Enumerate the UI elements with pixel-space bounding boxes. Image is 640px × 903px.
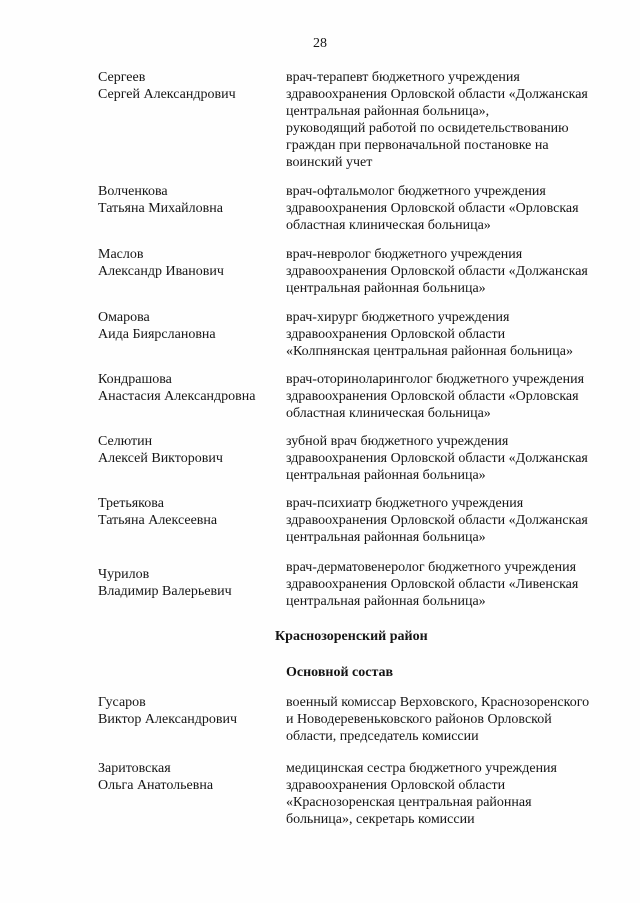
page-number: 28 — [313, 36, 327, 51]
member-name — [98, 371, 283, 405]
given-names: Алексей Викторович — [98, 451, 223, 466]
surname: Сергеев — [98, 70, 146, 85]
position-line: врач-невролог бюджетного учреждения — [286, 247, 523, 262]
member-name — [98, 566, 283, 600]
position-line: медицинская сестра бюджетного учреждения — [286, 761, 557, 776]
member-position — [286, 433, 626, 484]
position-line: руководящий работой по освидетельствованию — [286, 121, 569, 136]
member-position — [286, 309, 626, 360]
position-line: здравоохранения Орловской области «Орловская — [286, 201, 579, 216]
member-name — [98, 309, 283, 343]
surname: Омарова — [98, 310, 150, 325]
position-line: «Колпнянская центральная районная больница» — [286, 344, 573, 359]
position-line: области, председатель комиссии — [286, 729, 479, 744]
given-names: Виктор Александрович — [98, 712, 238, 727]
surname: Третьякова — [98, 496, 164, 511]
position-line: центральная районная больница» — [286, 594, 486, 609]
position-line: здравоохранения Орловской области «Должанская — [286, 87, 588, 102]
member-name — [98, 694, 283, 728]
member-position — [286, 371, 626, 422]
position-line: центральная районная больница» — [286, 530, 486, 545]
position-line: центральная районная больница» — [286, 281, 486, 296]
surname: Кондрашова — [98, 372, 172, 387]
position-line: здравоохранения Орловской области «Ливенская — [286, 577, 579, 592]
given-names: Анастасия Александровна — [98, 389, 256, 404]
member-name — [98, 433, 283, 467]
position-line: и Новодеревеньковского районов Орловской — [286, 712, 552, 727]
position-line: врач-хирург бюджетного учреждения — [286, 310, 510, 325]
given-names: Аида Биярслановна — [98, 327, 216, 342]
surname: Волченкова — [98, 184, 168, 199]
position-line: военный комиссар Верховского, Краснозоренского — [286, 695, 590, 710]
surname: Маслов — [98, 247, 144, 262]
surname: Заритовская — [98, 761, 171, 776]
given-names: Ольга Анатольевна — [98, 778, 214, 793]
surname: Гусаров — [98, 695, 146, 710]
position-line: граждан при первоначальной постановке на — [286, 138, 549, 153]
surname: Селютин — [98, 434, 153, 449]
position-line: врач-психиатр бюджетного учреждения — [286, 496, 524, 511]
position-line: врач-терапевт бюджетного учреждения — [286, 70, 520, 85]
member-name — [98, 495, 283, 529]
position-line: центральная районная больница» — [286, 468, 486, 483]
position-line: здравоохранения Орловской области «Должанская — [286, 264, 588, 279]
position-line: здравоохранения Орловской области «Орловская — [286, 389, 579, 404]
position-line: центральная районная больница», — [286, 104, 490, 119]
given-names: Владимир Валерьевич — [98, 584, 232, 599]
position-line: врач-дерматовенеролог бюджетного учреждения — [286, 560, 577, 575]
member-name — [98, 760, 283, 794]
composition-heading: Основной состав — [286, 665, 394, 680]
position-line: врач-оториноларинголог бюджетного учреждения — [286, 372, 585, 387]
member-position — [286, 69, 626, 171]
member-position — [286, 760, 626, 828]
member-position — [286, 183, 626, 234]
member-position — [286, 694, 626, 745]
member-position — [286, 495, 626, 546]
position-line: «Краснозоренская центральная районная — [286, 795, 532, 810]
given-names: Сергей Александрович — [98, 87, 236, 102]
member-name — [98, 183, 283, 217]
position-line: областная клиническая больница» — [286, 218, 491, 233]
given-names: Татьяна Михайловна — [98, 201, 223, 216]
position-line: зубной врач бюджетного учреждения — [286, 434, 509, 449]
district-heading: Краснозоренский район — [275, 629, 428, 644]
position-line: здравоохранения Орловской области «Должанская — [286, 451, 588, 466]
member-name — [98, 69, 283, 103]
member-position — [286, 246, 626, 297]
position-line: воинский учет — [286, 155, 373, 170]
position-line: здравоохранения Орловской области «Должанская — [286, 513, 588, 528]
member-name — [98, 246, 283, 280]
given-names: Татьяна Алексеевна — [98, 513, 218, 528]
member-position — [286, 559, 626, 610]
position-line: больница», секретарь комиссии — [286, 812, 475, 827]
position-line: здравоохранения Орловской области — [286, 327, 506, 342]
position-line: врач-офтальмолог бюджетного учреждения — [286, 184, 546, 199]
position-line: здравоохранения Орловской области — [286, 778, 506, 793]
position-line: областная клиническая больница» — [286, 406, 491, 421]
surname: Чурилов — [98, 567, 150, 582]
given-names: Александр Иванович — [98, 264, 224, 279]
